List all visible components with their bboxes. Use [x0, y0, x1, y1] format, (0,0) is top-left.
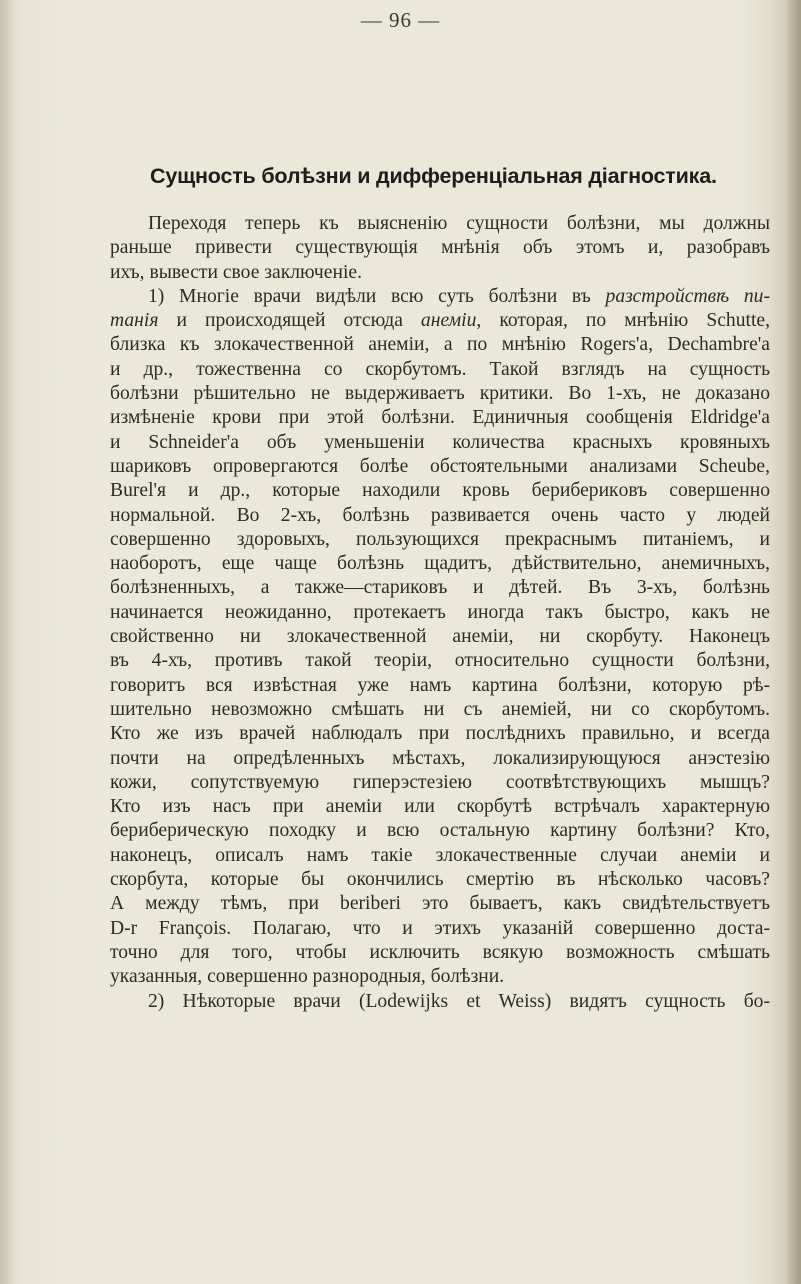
- text-line: точно для того, чтобы исключить всякую возможность смѣшать: [110, 941, 770, 963]
- text-line: говоритъ вся извѣстная уже намъ картина болѣзни, которую рѣ-: [110, 674, 770, 696]
- text-line: Burel'я и др., которые находили кровь бериберикoвъ совершенно: [110, 480, 770, 502]
- text-line: и др., тожественна со скорбутомъ. Такой взглядъ на сущность: [110, 358, 770, 380]
- text-line: Кто же изъ врачей наблюдалъ при послѣднихъ правильно, и всегда: [110, 723, 770, 745]
- text-line: и Schneider'a объ уменьшеніи количества красныхъ кровяныхъ: [110, 431, 770, 453]
- text-line: кожи, сопутствуемую гиперэстезіею соотвѣтствующихъ мышцъ?: [110, 771, 770, 793]
- section-heading: Сущность болѣзни и дифференціальная діагностика.: [150, 164, 717, 188]
- page-gutter-shadow: [0, 0, 14, 1284]
- text-line: нормальной. Во 2-хъ, болѣзнь развивается очень часто у людей: [110, 504, 770, 526]
- text-line: раньше привести существующія мнѣнія объ этомъ и, разобравъ: [110, 237, 770, 259]
- text-line: измѣненіе крови при этой болѣзни. Единичныя сообщенія Eldridge'a: [110, 407, 770, 429]
- text-line: свойственно ни злокачественной анеміи, ни скорбуту. Наконецъ: [110, 626, 770, 648]
- text-line: указанныя, совершенно разнородныя, болѣзни.: [110, 966, 505, 988]
- text-line: шариковъ опровергаются болѣе обстоятельными анализами Scheube,: [110, 455, 770, 477]
- text-line: наоборотъ, еще чаще болѣзнь щадитъ, дѣйствительно, анемичныхъ,: [110, 553, 770, 575]
- page-number: — 96 —: [360, 8, 441, 32]
- text-line: ихъ, вывести свое заключеніе.: [110, 261, 362, 283]
- text-line: наконецъ, описалъ намъ такіе злокачественные случаи анеміи и: [110, 844, 770, 866]
- text-line: Переходя теперь къ выясненію сущности болѣзни, мы должны: [148, 213, 770, 234]
- text-line: D-r François. Полагаю, что и этихъ указаній совершенно доста-: [110, 917, 770, 939]
- text-line: начинается неожиданно, протекаетъ иногда такъ быстро, какъ не: [110, 601, 770, 623]
- text-line: скорбута, которые бы окончились смертію въ нѣсколько часовъ?: [110, 869, 770, 891]
- text-line: совершенно здоровыхъ, пользующихся прекраснымъ питаніемъ, и: [110, 528, 770, 550]
- text-line: А между тѣмъ, при beriberi это бываетъ, какъ свидѣтельствуетъ: [110, 893, 770, 915]
- page-edge-shadow: [785, 0, 801, 1284]
- text-line: близка къ злокачественной анеміи, а по мнѣнію Rogers'a, Dechambre'a: [110, 334, 770, 356]
- text-line: 1) Многіе врачи видѣли всю суть болѣзни въ разстройствѣ пи-: [148, 285, 770, 307]
- text-line: танія и происходящей отсюда анеміи, которая, по мнѣнію Schutte,: [110, 310, 770, 332]
- text-line: шительно невозможно смѣшать ни съ анеміей, ни со скорбутомъ.: [110, 698, 770, 720]
- body-text: [110, 212, 770, 1014]
- text-line: бериберическую походку и всю остальную картину болѣзни? Кто,: [110, 820, 770, 842]
- text-line: болѣзненныхъ, а также—стариковъ и дѣтей. Въ 3-хъ, болѣзнь: [110, 577, 770, 599]
- text-line: Кто изъ насъ при анеміи или скорбутѣ встрѣчалъ характерную: [110, 796, 770, 818]
- text-line: 2) Нѣкоторые врачи (Lodewijks et Weiss) видятъ сущность бо-: [148, 990, 770, 1012]
- text-line: почти на опредѣленныхъ мѣстахъ, локализирующуюся анэстезію: [110, 747, 770, 769]
- text-line: болѣзни рѣшительно не выдерживаетъ критики. Во 1-хъ, не доказано: [110, 383, 770, 405]
- text-line: въ 4-хъ, противъ такой теоріи, относительно сущности болѣзни,: [110, 650, 770, 672]
